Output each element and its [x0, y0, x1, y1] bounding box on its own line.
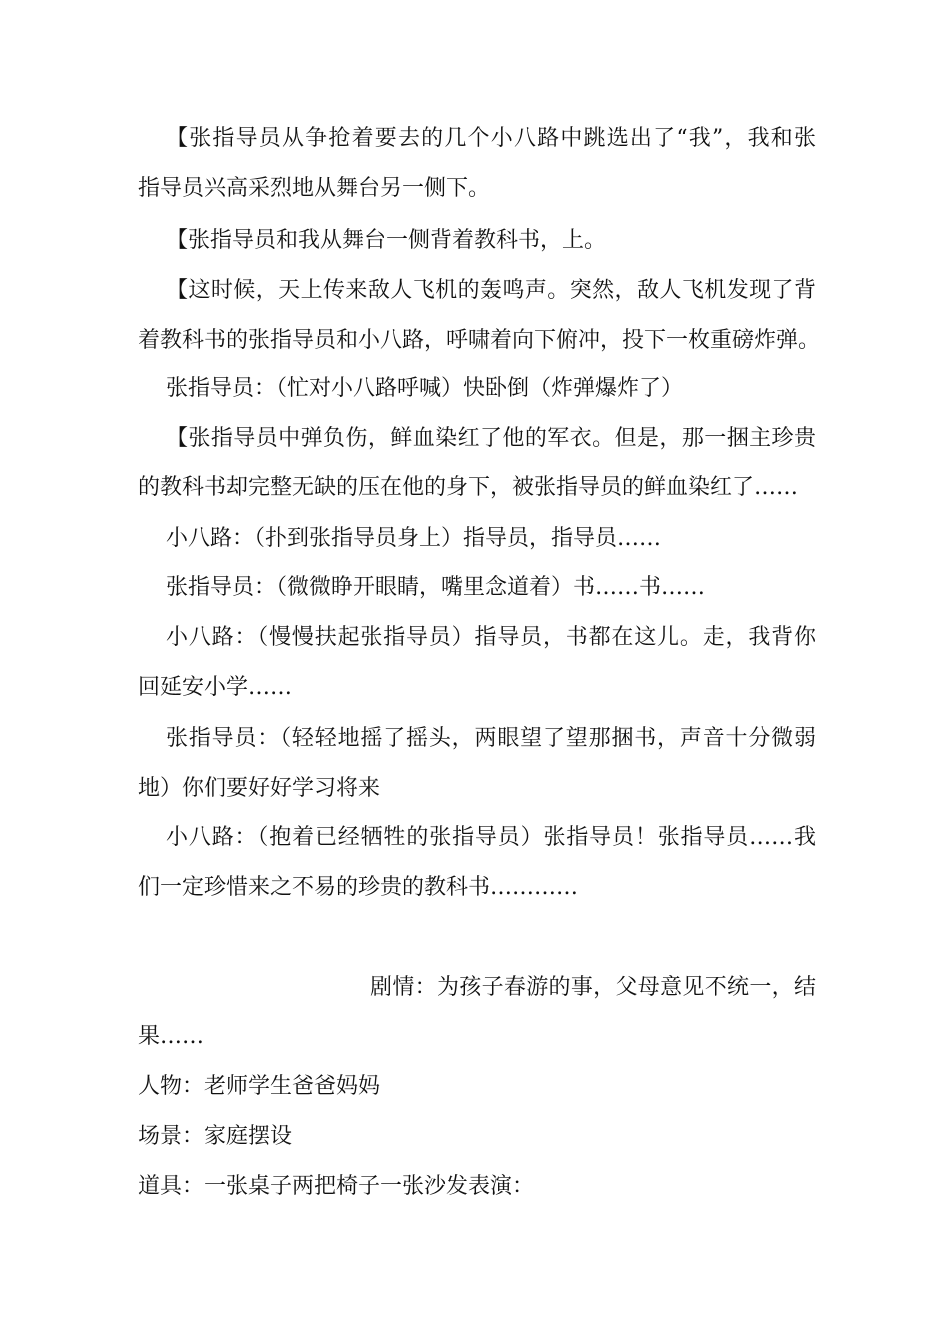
- text-line: 【这时候，天上传来敌人飞机的轰鸣声。突然，敌人飞机发现了背: [166, 278, 816, 303]
- text-line: 小八路：（扑到张指导员身上）指导员，指导员……: [166, 526, 662, 551]
- text-line: 人物：老师学生爸爸妈妈: [138, 1074, 381, 1099]
- text-line: 【张指导员和我从舞台一侧背着教科书，上。: [166, 228, 607, 253]
- text-line: 场景：家庭摆设: [138, 1124, 293, 1149]
- text-line: 果……: [138, 1024, 205, 1049]
- text-line: 的教科书却完整无缺的压在他的身下，被张指导员的鲜血染红了……: [138, 475, 799, 500]
- text-line: 张指导员：（微微睁开眼睛，嘴里念道着）书……书……: [166, 575, 706, 600]
- text-line: 张指导员：（忙对小八路呼喊）快卧倒（炸弹爆炸了）: [166, 376, 684, 401]
- text-line: 张指导员：（轻轻地摇了摇头，两眼望了望那捆书，声音十分微弱: [166, 726, 816, 751]
- text-line: 剧情：为孩子春游的事，父母意见不统一，结: [370, 975, 816, 1000]
- text-line: 小八路：（慢慢扶起张指导员）指导员，书都在这儿。走，我背你: [166, 625, 816, 650]
- text-line: 着教科书的张指导员和小八路，呼啸着向下俯冲，投下一枚重磅炸弹。: [138, 328, 821, 353]
- text-line: 【张指导员从争抢着要去的几个小八路中跳选出了“我”，我和张: [166, 126, 816, 151]
- text-line: 地）你们要好好学习将来: [138, 776, 381, 801]
- text-line: 小八路：（抱着已经牺牲的张指导员）张指导员！张指导员……我: [166, 825, 816, 850]
- text-line: 道具：一张桌子两把椅子一张沙发表演：: [138, 1174, 535, 1199]
- text-line: 回延安小学……: [138, 675, 293, 700]
- text-line: 指导员兴高采烈地从舞台另一侧下。: [138, 176, 491, 201]
- text-line: 【张指导员中弹负伤，鲜血染红了他的军衣。但是，那一捆主珍贵: [166, 426, 816, 451]
- text-line: 们一定珍惜来之不易的珍贵的教科书…………: [138, 875, 579, 900]
